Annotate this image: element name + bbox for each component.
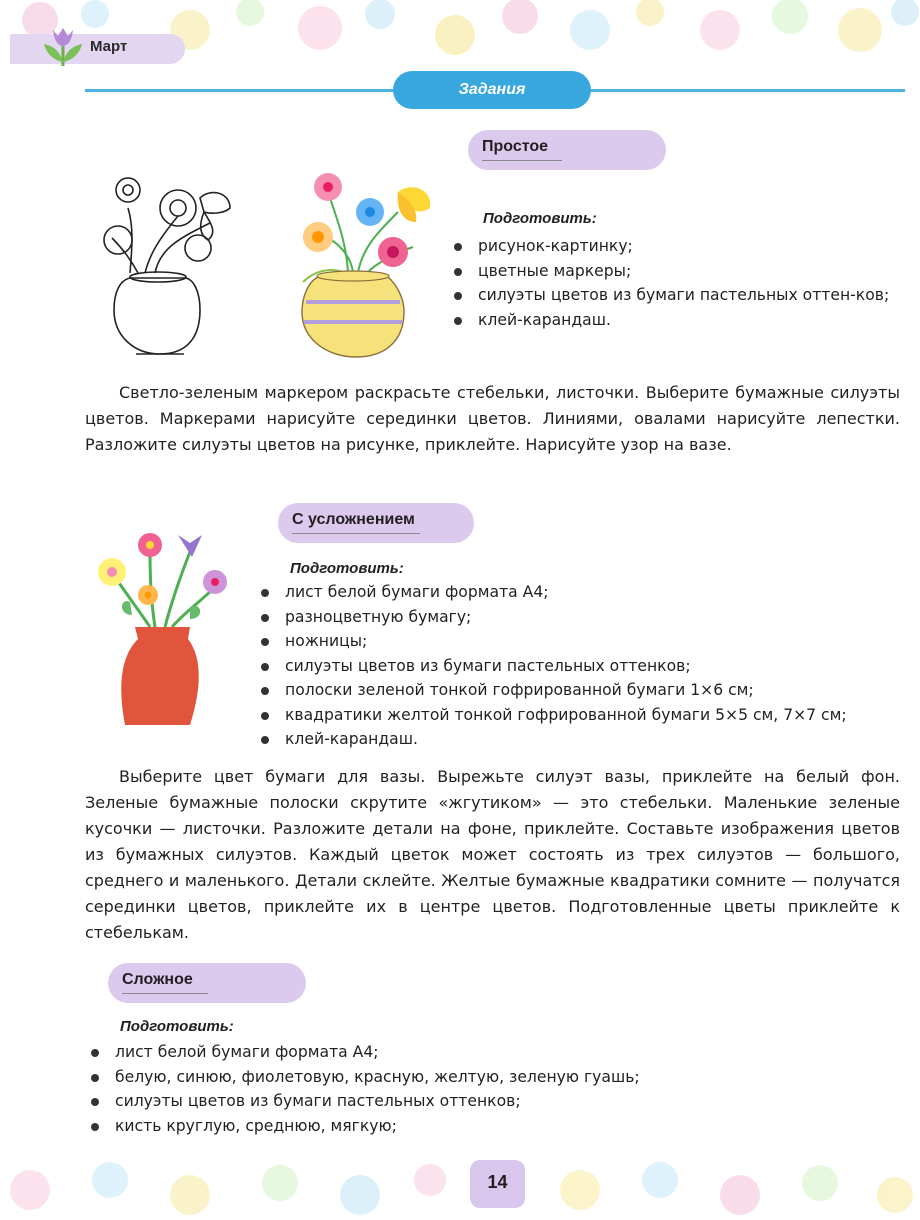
level-hard-title: Сложное — [122, 971, 193, 988]
hard-prep-label: Подготовить: — [120, 1018, 234, 1035]
list-item: кисть круглую, среднюю, мягкую; — [87, 1114, 887, 1139]
list-item: силуэты цветов из бумаги пастельных оттенков; — [87, 1089, 887, 1114]
month-label: Март — [90, 38, 128, 55]
colored-bouquet-illustration — [288, 152, 443, 362]
outline-bouquet-illustration — [100, 168, 240, 363]
list-item: квадратики желтой тонкой гофрированной бумаги 5×5 см, 7×7 см; — [257, 703, 902, 728]
level-simple-title: Простое — [482, 138, 549, 155]
complex-instructions: Выберите цвет бумаги для вазы. Вырежьте силуэт вазы, приклейте на белый фон. Зеленые бумажные полоски скрутите «жгутиком» — это стебельки. Маленькие зеленые кусочки — листочки. Разложите детали на фоне, приклейте. Составьте изображения цветов из бумажных силуэтов. Каждый цветок может состоять из трех силуэтов — большого, среднего и маленького. Детали склейте. Желтые бумажные квадратики сомните — получатся серединки цветов, приклейте их в центре цветов. Подготовленные цветы приклейте к стебелькам. — [85, 767, 900, 942]
level-simple-badge — [468, 130, 666, 170]
simple-prep-label: Подготовить: — [483, 210, 597, 227]
list-item: рисунок-картинку; — [450, 234, 905, 259]
simple-instructions: Светло-зеленым маркером раскрасьте стебельки, листочки. Выберите бумажные силуэты цветов. Маркерами нарисуйте серединки цветов. Линиями, овалами нарисуйте лепестки. Разложите силуэты цветов на рисунке, приклейте. Нарисуйте узор на вазе. — [85, 383, 900, 454]
complex-materials-list — [257, 580, 902, 752]
section-title: Задания — [393, 71, 591, 109]
list-item: силуэты цветов из бумаги пастельных оттенков; — [257, 654, 902, 679]
complex-prep-label: Подготовить: — [290, 560, 404, 577]
simple-materials-list — [450, 234, 905, 332]
list-item: ножницы; — [257, 629, 902, 654]
list-item: силуэты цветов из бумаги пастельных оттен-ков; — [450, 283, 905, 308]
list-item: клей-карандаш. — [450, 308, 905, 333]
list-item: цветные маркеры; — [450, 259, 905, 284]
level-hard-badge — [108, 963, 306, 1003]
hard-materials-list — [87, 1040, 887, 1138]
level-complex-badge — [278, 503, 474, 543]
list-item: лист белой бумаги формата А4; — [87, 1040, 887, 1065]
page-number: 14 — [487, 1172, 508, 1192]
paper-vase-illustration — [90, 527, 240, 727]
list-item: белую, синюю, фиолетовую, красную, желтую, зеленую гуашь; — [87, 1065, 887, 1090]
list-item: лист белой бумаги формата А4; — [257, 580, 902, 605]
tulip-icon — [40, 22, 86, 70]
list-item: разноцветную бумагу; — [257, 605, 902, 630]
list-item: клей-карандаш. — [257, 727, 902, 752]
list-item: полоски зеленой тонкой гофрированной бумаги 1×6 см; — [257, 678, 902, 703]
decorative-splash-bottom — [0, 1155, 920, 1220]
level-complex-title: С усложнением — [292, 511, 415, 528]
